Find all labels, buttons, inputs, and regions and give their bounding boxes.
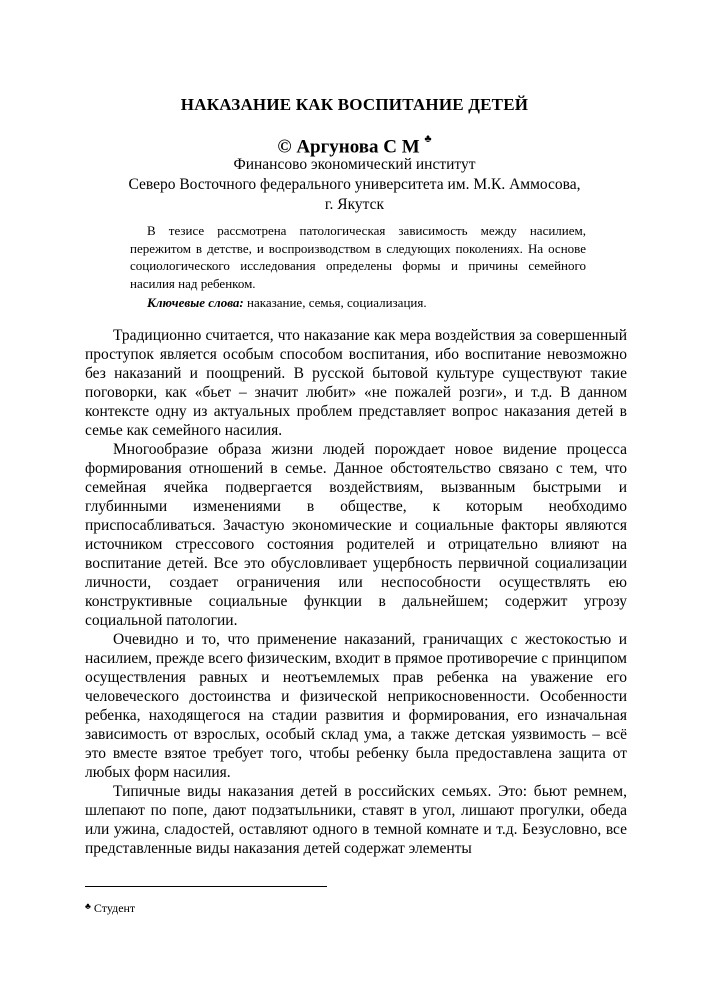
affiliation-line-1: Финансово экономический институт bbox=[233, 156, 476, 173]
paragraph-1: Традиционно считается, что наказание как мера воздействия за совершенный проступок является особым способом воспитания, ибо воспитание невозможно без наказаний и поощрений. В русской бытовой культуре существуют такие поговорки, как «бьет – значит любит» «не пожалей розги», и т.д. В данном контексте одну из актуальных проблем представляет вопрос наказания детей в семье как семейного насилия. bbox=[85, 327, 627, 439]
affiliation-line-3: г. Якутск bbox=[324, 196, 385, 213]
author-name: © Аргунова С М bbox=[277, 136, 420, 158]
keywords-text: наказание, семья, социализация. bbox=[243, 295, 427, 310]
abstract: В тезисе рассмотрена патологическая зависимость между насилием, пережитом в детстве, и воспроизводством в следующих поколениях. На основе социологического исследования определены формы и причины семейного насилия над ребенком. bbox=[130, 223, 586, 291]
footnote bbox=[85, 901, 135, 917]
keywords-label: Ключевые слова: bbox=[147, 295, 244, 310]
paper-title: НАКАЗАНИЕ КАК ВОСПИТАНИЕ ДЕТЕЙ bbox=[180, 95, 529, 114]
affiliation-line-2: Северо Восточного федерального университета им. М.К. Аммосова, bbox=[128, 176, 581, 193]
body-text bbox=[85, 326, 627, 858]
paragraph-3: Очевидно и то, что применение наказаний, граничащих с жестокостью и насилием, прежде всего физическим, входит в прямое противоречие с принципом осуществления равных и неотъемлемых прав ребенка на уважение его человеческого достоинства и физической неприкосновенности. Особенности ребенка, находящегося на стадии развития и формирования, его изначальная зависимость от взрослых, особый склад ума, а также детская уязвимость – всё это вместе взятое требует того, чтобы ребенку была предоставлена защита от любых форм насилия. bbox=[85, 631, 627, 781]
paragraph-2: Многообразие образа жизни людей порождает новое видение процесса формирования отношений в семье. Данное обстоятельство связано с тем, что семейная ячейка подвергается воздействиям, вызванным быстрыми и глубинными изменениями в обществе, к которым необходимо приспосабливаться. Зачастую экономические и социальные факторы являются источником стрессового состояния родителей и отрицательно влияют на воспитание детей. Все это обусловливает ущербность первичной социализации личности, создает ограничения или неспособности осуществлять ею конструктивные социальные функции в дальнейшем; содержит угрозу социальной патологии. bbox=[85, 441, 627, 629]
footnote-divider bbox=[85, 886, 327, 887]
footnote-mark: ♣ bbox=[85, 901, 91, 911]
paragraph-4: Типичные виды наказания детей в российских семьях. Это: бьют ремнем, шлепают по попе, дают подзатыльники, ставят в угол, лишают прогулки, обеда или ужина, сладостей, оставляют одного в темной комнате и т.д. Безусловно, все представленные виды наказания детей содержат элементы bbox=[85, 783, 627, 857]
footnote-text: Студент bbox=[93, 901, 136, 915]
keywords bbox=[147, 294, 427, 312]
author-footnote-mark: ♣ bbox=[424, 133, 432, 145]
